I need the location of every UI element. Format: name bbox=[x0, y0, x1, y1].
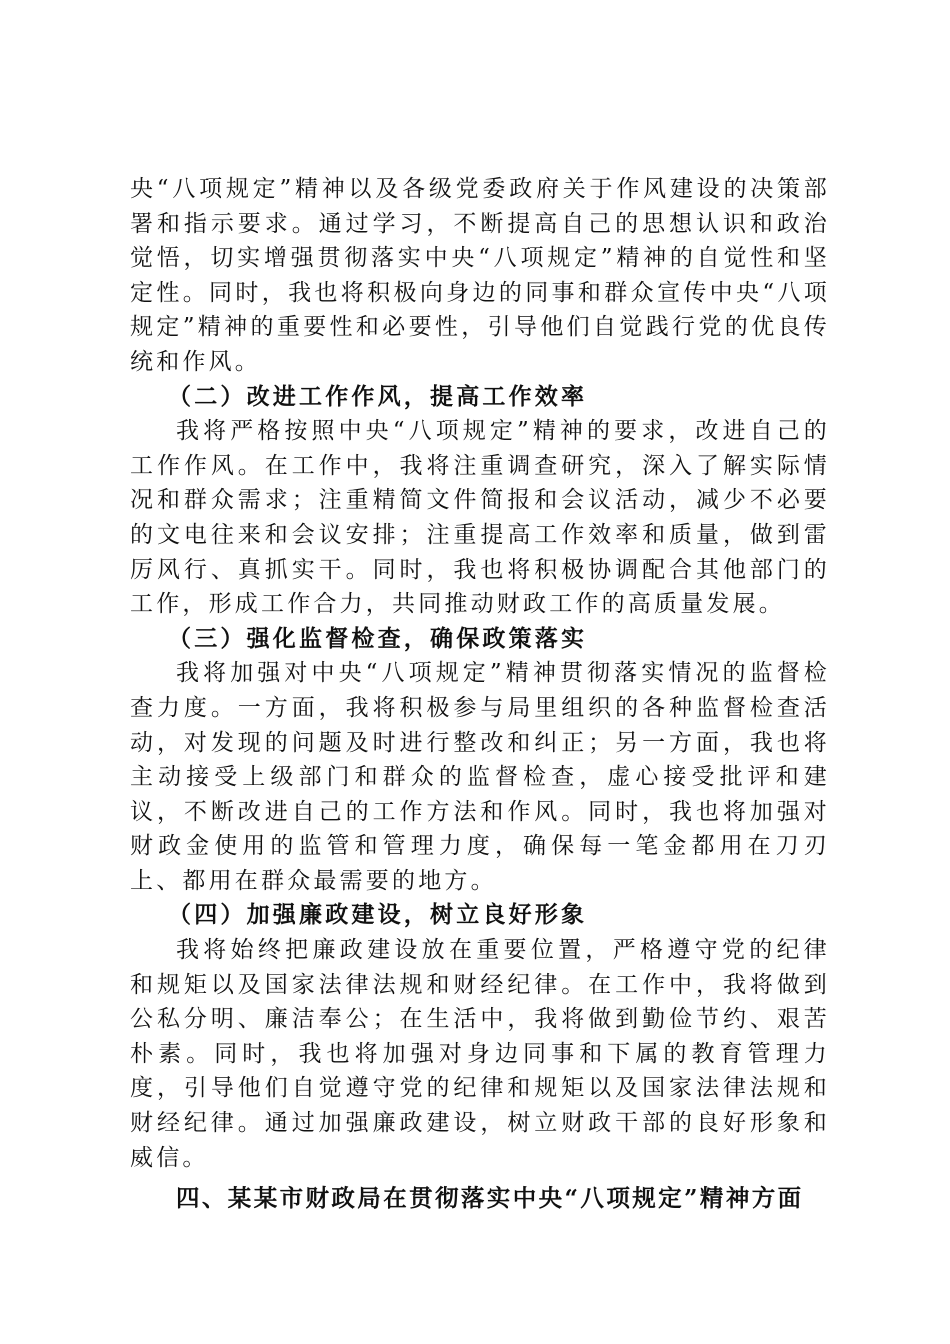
paragraph-supervision: 我将加强对中央“八项规定”精神贯彻落实情况的监督检查力度。一方面，我将积极参与局里组织的各种监督检查活动，对发现的问题及时进行整改和纠正；另一方面，我也将主动接受上级部门和群众的监督检查，虚心接受批评和建议，不断改进自己的工作方法和作风。同时，我也将加强对财政金使用的监管和管理力度，确保每一笔金都用在刀刃上、都用在群众最需要的地方。 bbox=[130, 660, 830, 894]
section-heading-improve-work-style: （二）改进工作作风，提高工作效率 bbox=[168, 382, 588, 410]
section-heading-integrity: （四）加强廉政建设，树立良好形象 bbox=[168, 901, 588, 929]
chapter-heading-four: 四、某某市财政局在贯彻落实中央“八项规定”精神方面 bbox=[176, 1184, 804, 1213]
section-heading-supervision: （三）强化监督检查，确保政策落实 bbox=[168, 624, 588, 652]
paragraph-study-propaganda: 央“八项规定”精神以及各级党委政府关于作风建设的决策部署和指示要求。通过学习，不断提高自己的思想认识和政治觉悟，切实增强贯彻落实中央“八项规定”精神的自觉性和坚定性。同时，我也将积极向身边的同事和群众宣传中央“八项规定”精神的重要性和必要性，引导他们自觉践行党的优良传统和作风。 bbox=[130, 176, 830, 375]
paragraph-improve-work-style: 我将严格按照中央“八项规定”精神的要求，改进自己的工作作风。在工作中，我将注重调查研究，深入了解实际情况和群众需求；注重精简文件简报和会议活动，减少不必要的文电往来和会议安排；注重提高工作效率和质量，做到雷厉风行、真抓实干。同时，我也将积极协调配合其他部门的工作，形成工作合力，共同推动财政工作的高质量发展。 bbox=[130, 418, 830, 618]
paragraph-integrity: 我将始终把廉政建设放在重要位置，严格遵守党的纪律和规矩以及国家法律法规和财经纪律。在工作中，我将做到公私分明、廉洁奉公；在生活中，我将做到勤俭节约、艰苦朴素。同时，我也将加强对身边同事和下属的教育管理力度，引导他们自觉遵守党的纪律和规矩以及国家法律法规和财经纪律。通过加强廉政建设，树立财政干部的良好形象和威信。 bbox=[130, 937, 830, 1171]
document-page bbox=[130, 172, 830, 1216]
